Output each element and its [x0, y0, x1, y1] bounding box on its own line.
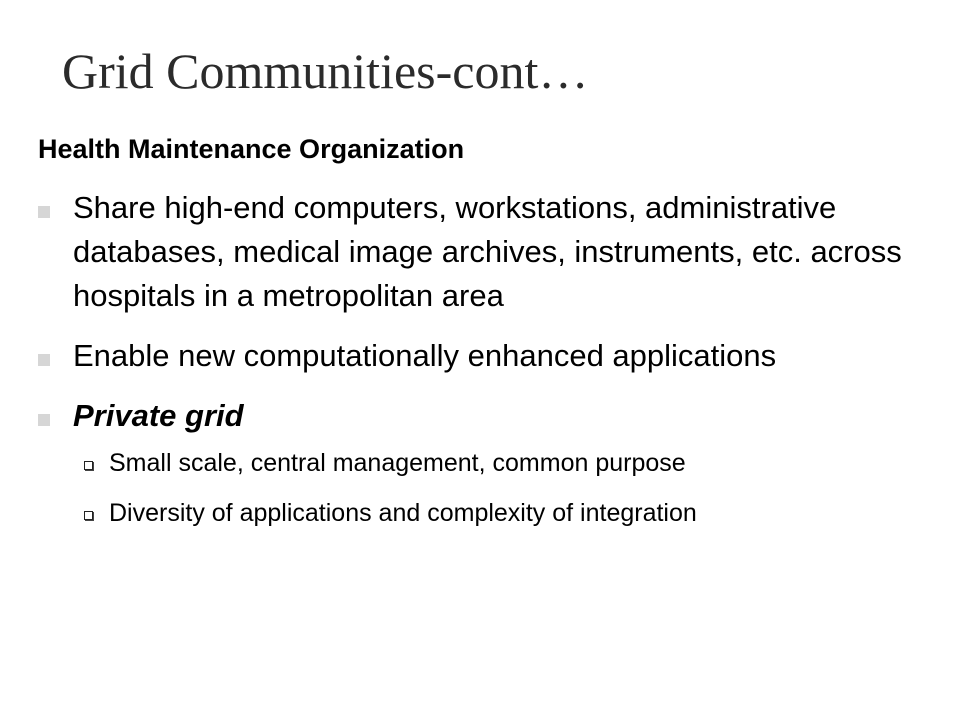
square-bullet-icon [38, 206, 50, 218]
bullet-item [0, 334, 960, 378]
slide-title: Grid Communities-cont… [62, 43, 589, 99]
square-bullet-icon [38, 414, 50, 426]
subbullet-item [6, 496, 930, 530]
bullet-text: Share high-end computers, workstations, administrative databases, medical image archives, instruments, etc. across hospitals in a metropolitan area [73, 190, 902, 313]
subbullet-list [73, 446, 930, 530]
bullet-text: Enable new computationally enhanced applications [73, 338, 777, 373]
bullet-item [0, 186, 960, 318]
square-bullet-icon [38, 354, 50, 366]
slide-subtitle: Health Maintenance Organization [38, 134, 465, 164]
subbullet-text: Small scale, central management, common purpose [109, 449, 686, 477]
bullet-list [0, 186, 960, 546]
subbullet-text: Diversity of applications and complexity of integration [109, 499, 697, 527]
subbullet-item [6, 446, 930, 480]
hollow-square-bullet-icon [84, 511, 93, 520]
bullet-text: Private grid [73, 398, 244, 433]
bullet-item [0, 394, 960, 530]
hollow-square-bullet-icon [84, 461, 93, 470]
